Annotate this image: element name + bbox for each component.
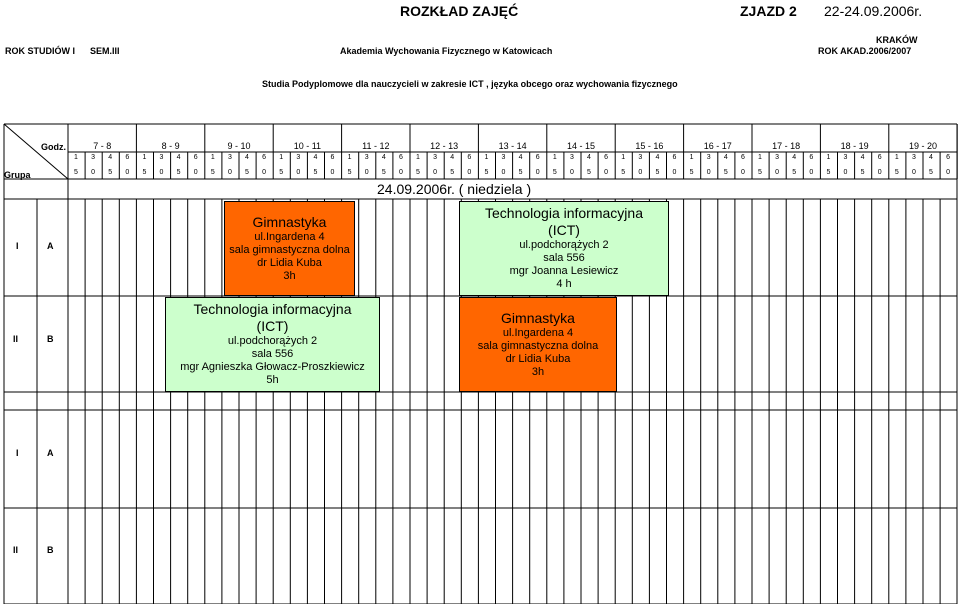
class-room: sala gimnastyczna dolna: [229, 243, 350, 256]
minute-start: 4: [108, 154, 113, 161]
minute-start: 1: [689, 154, 694, 161]
minute-start: 3: [433, 154, 438, 161]
class-subject: Technologia informacyjna: [485, 205, 643, 222]
minute-end: 0: [809, 169, 814, 176]
minute-start: 4: [518, 154, 523, 161]
minute-end: 0: [159, 169, 164, 176]
hour-header: 13 - 14: [498, 141, 527, 151]
minute-end: 5: [245, 169, 249, 176]
class-address: ul.podchorążych 2: [227, 334, 318, 347]
minute-start: 4: [723, 154, 728, 161]
minute-start: 4: [313, 154, 318, 161]
class-hours: 3h: [283, 270, 296, 283]
minute-start: 1: [210, 154, 215, 161]
minute-end: 0: [569, 169, 574, 176]
minute-end: 5: [381, 169, 386, 176]
class-subject-abbr: (ICT): [256, 318, 289, 335]
class-block-ict[interactable]: [459, 201, 669, 296]
hours-label: Godz.: [41, 142, 66, 152]
academy-name: Akademia Wychowania Fizycznego w Katowicach: [340, 46, 553, 56]
class-subject: Technologia informacyjna: [193, 301, 352, 318]
minute-end: 5: [108, 169, 113, 176]
academic-year: ROK AKAD.2006/2007: [818, 46, 912, 56]
program-name: Studia Podyplomowe dla nauczycieli w zakresie ICT , języka obcego oraz wychowania fizycznego: [262, 79, 678, 89]
minute-start: 6: [535, 154, 540, 161]
minute-end: 0: [775, 169, 780, 176]
hour-header: 10 - 11: [293, 141, 322, 151]
minute-end: 5: [518, 169, 523, 176]
minute-start: 6: [125, 154, 130, 161]
minute-start: 6: [877, 154, 882, 161]
minute-end: 0: [364, 169, 369, 176]
minute-end: 0: [877, 169, 882, 176]
minute-start: 4: [176, 154, 181, 161]
class-hours: 3h: [531, 366, 545, 379]
minute-end: 5: [416, 169, 420, 176]
minute-end: 0: [706, 169, 711, 176]
class-teacher: dr Lidia Kuba: [257, 256, 322, 269]
minute-start: 6: [262, 154, 267, 161]
minute-start: 1: [416, 154, 420, 161]
study-year: ROK STUDIÓW I: [5, 46, 75, 56]
hour-header: 17 - 18: [772, 141, 801, 151]
zjazd-label: ZJAZD 2: [740, 3, 797, 19]
row-year: II: [13, 334, 19, 344]
minute-end: 5: [279, 169, 284, 176]
hour-header: 7 - 8: [93, 141, 112, 151]
class-room: sala gimnastyczna dolna: [477, 339, 599, 352]
minute-end: 0: [296, 169, 301, 176]
minute-end: 0: [398, 169, 403, 176]
minute-start: 4: [655, 154, 660, 161]
hour-header: 9 - 10: [227, 141, 251, 151]
minute-start: 1: [347, 154, 352, 161]
minute-end: 5: [792, 169, 797, 176]
minute-end: 5: [860, 169, 865, 176]
row-group: B: [47, 334, 54, 344]
minute-end: 5: [210, 169, 215, 176]
hour-header: 15 - 16: [635, 141, 664, 151]
minute-end: 0: [193, 169, 198, 176]
class-block-ict[interactable]: [165, 297, 380, 392]
minute-start: 3: [569, 154, 574, 161]
minute-end: 5: [758, 169, 762, 176]
minute-start: 6: [330, 154, 335, 161]
minute-start: 4: [450, 154, 455, 161]
minute-end: 5: [621, 169, 626, 176]
minute-start: 1: [552, 154, 557, 161]
hour-header: 16 - 17: [703, 141, 732, 151]
minute-end: 0: [843, 169, 848, 176]
schedule-title: ROZKŁAD ZAJĘĆ: [400, 3, 519, 19]
minute-start: 3: [91, 154, 96, 161]
minute-end: 5: [689, 169, 694, 176]
minute-start: 6: [467, 154, 472, 161]
minute-end: 5: [313, 169, 318, 176]
minute-end: 0: [946, 169, 951, 176]
class-block-gymnastics[interactable]: [224, 201, 355, 296]
minute-end: 0: [535, 169, 540, 176]
minute-end: 5: [587, 169, 591, 176]
minute-start: 6: [672, 154, 677, 161]
minute-end: 0: [91, 169, 96, 176]
city-label: KRAKÓW: [876, 35, 918, 45]
hour-header: 12 - 13: [430, 141, 459, 151]
minute-end: 5: [723, 169, 728, 176]
minute-end: 0: [604, 169, 609, 176]
minute-start: 1: [621, 154, 626, 161]
class-address: ul.podchorążych 2: [519, 238, 609, 251]
minute-start: 3: [911, 154, 916, 161]
class-room: sala 556: [543, 252, 585, 265]
minute-start: 6: [946, 154, 951, 161]
class-address: ul.Ingardena 4: [254, 230, 325, 243]
minute-start: 6: [193, 154, 198, 161]
minute-start: 4: [792, 154, 797, 161]
row-year: II: [13, 545, 19, 555]
minute-start: 1: [142, 154, 147, 161]
class-subject: Gimnastyka: [252, 213, 327, 230]
minute-end: 5: [450, 169, 455, 176]
minute-start: 3: [638, 154, 643, 161]
hour-header: 11 - 12: [362, 141, 390, 151]
hour-header: 18 - 19: [840, 141, 869, 151]
hour-header: 14 - 15: [566, 141, 595, 151]
minute-start: 6: [604, 154, 609, 161]
minute-end: 0: [330, 169, 335, 176]
minute-start: 3: [775, 154, 780, 161]
day-label: 24.09.2006r. ( niedziela ): [377, 181, 532, 197]
row-year: I: [16, 448, 19, 458]
minute-start: 3: [296, 154, 301, 161]
hour-header: 19 - 20: [908, 141, 937, 151]
minute-start: 3: [501, 154, 506, 161]
minute-start: 1: [74, 154, 78, 161]
minute-end: 0: [638, 169, 643, 176]
minute-start: 4: [929, 154, 933, 161]
row-year: I: [16, 241, 19, 251]
minute-end: 0: [227, 169, 232, 176]
class-room: sala 556: [251, 348, 294, 361]
minute-end: 0: [911, 169, 916, 176]
class-hours: 4 h: [556, 278, 572, 291]
minute-end: 0: [467, 169, 472, 176]
minute-start: 3: [843, 154, 848, 161]
minute-end: 5: [929, 169, 933, 176]
minute-start: 1: [279, 154, 284, 161]
minute-end: 5: [347, 169, 352, 176]
class-hours: 5h: [266, 374, 279, 387]
class-subject: Gimnastyka: [501, 309, 575, 326]
minute-start: 1: [826, 154, 831, 161]
minute-end: 0: [262, 169, 267, 176]
class-teacher: dr Lidia Kuba: [505, 352, 571, 365]
minute-end: 5: [142, 169, 147, 176]
minute-start: 6: [809, 154, 814, 161]
class-teacher: mgr Joanna Lesiewicz: [509, 265, 619, 278]
row-group: A: [47, 448, 54, 458]
minute-end: 5: [176, 169, 181, 176]
group-label: Grupa: [4, 170, 31, 180]
minute-end: 5: [74, 169, 78, 176]
minute-start: 1: [894, 154, 899, 161]
hour-header: 8 - 9: [161, 141, 180, 151]
minute-start: 4: [381, 154, 386, 161]
minute-start: 3: [227, 154, 232, 161]
row-group: A: [47, 241, 54, 251]
minute-end: 0: [125, 169, 130, 176]
minute-end: 5: [552, 169, 557, 176]
minute-start: 1: [758, 154, 762, 161]
class-block-gymnastics[interactable]: [459, 297, 617, 392]
minute-start: 3: [159, 154, 164, 161]
semester: SEM.III: [90, 46, 120, 56]
minute-start: 3: [706, 154, 711, 161]
class-address: ul.Ingardena 4: [502, 326, 574, 339]
minute-start: 6: [398, 154, 403, 161]
minute-start: 4: [245, 154, 249, 161]
minute-end: 5: [826, 169, 831, 176]
minute-end: 0: [433, 169, 438, 176]
minute-start: 1: [484, 154, 489, 161]
minute-start: 4: [860, 154, 865, 161]
minute-end: 5: [894, 169, 899, 176]
minute-end: 0: [672, 169, 677, 176]
row-group: B: [47, 545, 54, 555]
minute-end: 0: [740, 169, 745, 176]
date-range: 22-24.09.2006r.: [824, 3, 923, 19]
minute-end: 5: [655, 169, 660, 176]
class-teacher: mgr Agnieszka Głowacz-Proszkiewicz: [180, 361, 365, 374]
class-subject-abbr: (ICT): [548, 222, 580, 239]
minute-start: 6: [740, 154, 745, 161]
minute-end: 0: [501, 169, 506, 176]
minute-end: 5: [484, 169, 489, 176]
minute-start: 4: [587, 154, 591, 161]
minute-start: 3: [364, 154, 369, 161]
